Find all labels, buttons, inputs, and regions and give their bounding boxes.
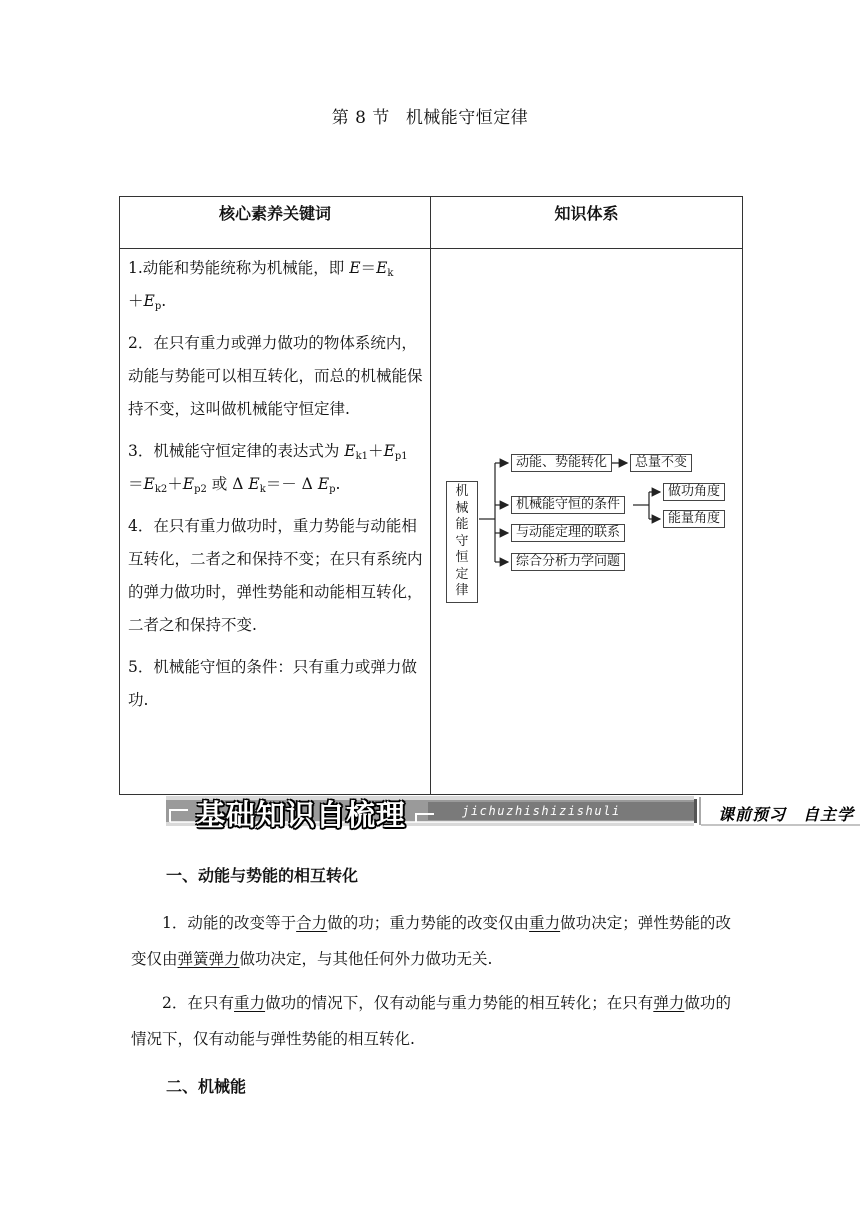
keyword-5: 5．机械能守恒的条件：只有重力或弹力做功. (128, 658, 417, 709)
blank-answer: 弹簧弹力 (177, 950, 240, 968)
section-name: 机械能守恒定律 (405, 108, 529, 128)
keywords-cell (120, 249, 431, 795)
section-banner (166, 793, 860, 832)
keywords-header: 核心素养关键词 (120, 197, 431, 249)
node-work-perspective: 做功角度 (663, 483, 725, 501)
banner-right-text: 课前预习 自主学 (718, 805, 855, 824)
section-number: 第 8 节 (331, 108, 390, 128)
node-energy-perspective: 能量角度 (663, 510, 725, 528)
node-energy-conversion: 动能、势能转化 (511, 454, 612, 472)
knowledge-system-header: 知识体系 (431, 197, 743, 249)
keyword-1: 1.动能和势能统称为机械能，即 $E=E_k$ $+E_p$. (128, 259, 394, 312)
keyword-4: 4．在只有重力做功时，重力势能与动能相互转化，二者之和保持不变；在只有系统内的弹力做功时，弹性势能和动能相互转化，二者之和保持不变. (128, 517, 423, 634)
node-total-unchanged: 总量不变 (630, 454, 692, 472)
section1-heading: 一、动能与势能的相互转化 (166, 866, 359, 885)
banner-pinyin: jichuzhishizishuli (462, 804, 621, 818)
node-kinetic-theorem-link: 与动能定理的联系 (511, 524, 625, 542)
blank-answer: 合力 (296, 914, 328, 932)
knowledge-diagram (431, 249, 741, 794)
knowledge-table (119, 196, 743, 795)
keyword-3: 3．机械能守恒定律的表达式为 $E_{k1}+E_{p1}$ $=E_{k2}+E_{p2}$ 或 Δ $E_k=- \Delta$ $E_p$. (128, 442, 408, 495)
keyword-2: 2．在只有重力或弹力做功的物体系统内，动能与势能可以相互转化，而总的机械能保持不变，这叫做机械能守恒定律. (128, 334, 423, 418)
node-comprehensive-analysis: 综合分析力学问题 (511, 553, 625, 571)
section2-heading: 二、机械能 (166, 1077, 247, 1096)
section1-paragraph-2: 2．在只有重力做功的情况下，仅有动能与重力势能的相互转化；在只有弹力做功的情况下，仅有动能与弹性势能的相互转化. (131, 994, 731, 1048)
blank-answer: 重力 (529, 914, 561, 932)
blank-answer: 重力 (234, 994, 266, 1012)
page-title (0, 103, 860, 128)
blank-answer: 弹力 (653, 994, 685, 1012)
node-conservation-condition: 机械能守恒的条件 (511, 496, 625, 514)
banner-title: 基础知识自梳理 (196, 798, 407, 832)
knowledge-diagram-cell (431, 249, 743, 795)
section1-paragraph-1: 1．动能的改变等于合力做的功；重力势能的改变仅由重力做功决定；弹性势能的改变仅由弹簧弹力做功决定，与其他任何外力做功无关. (131, 914, 731, 968)
root-node-mechanical-energy-conservation: 机 械 能 守 恒 定 律 (446, 481, 478, 603)
